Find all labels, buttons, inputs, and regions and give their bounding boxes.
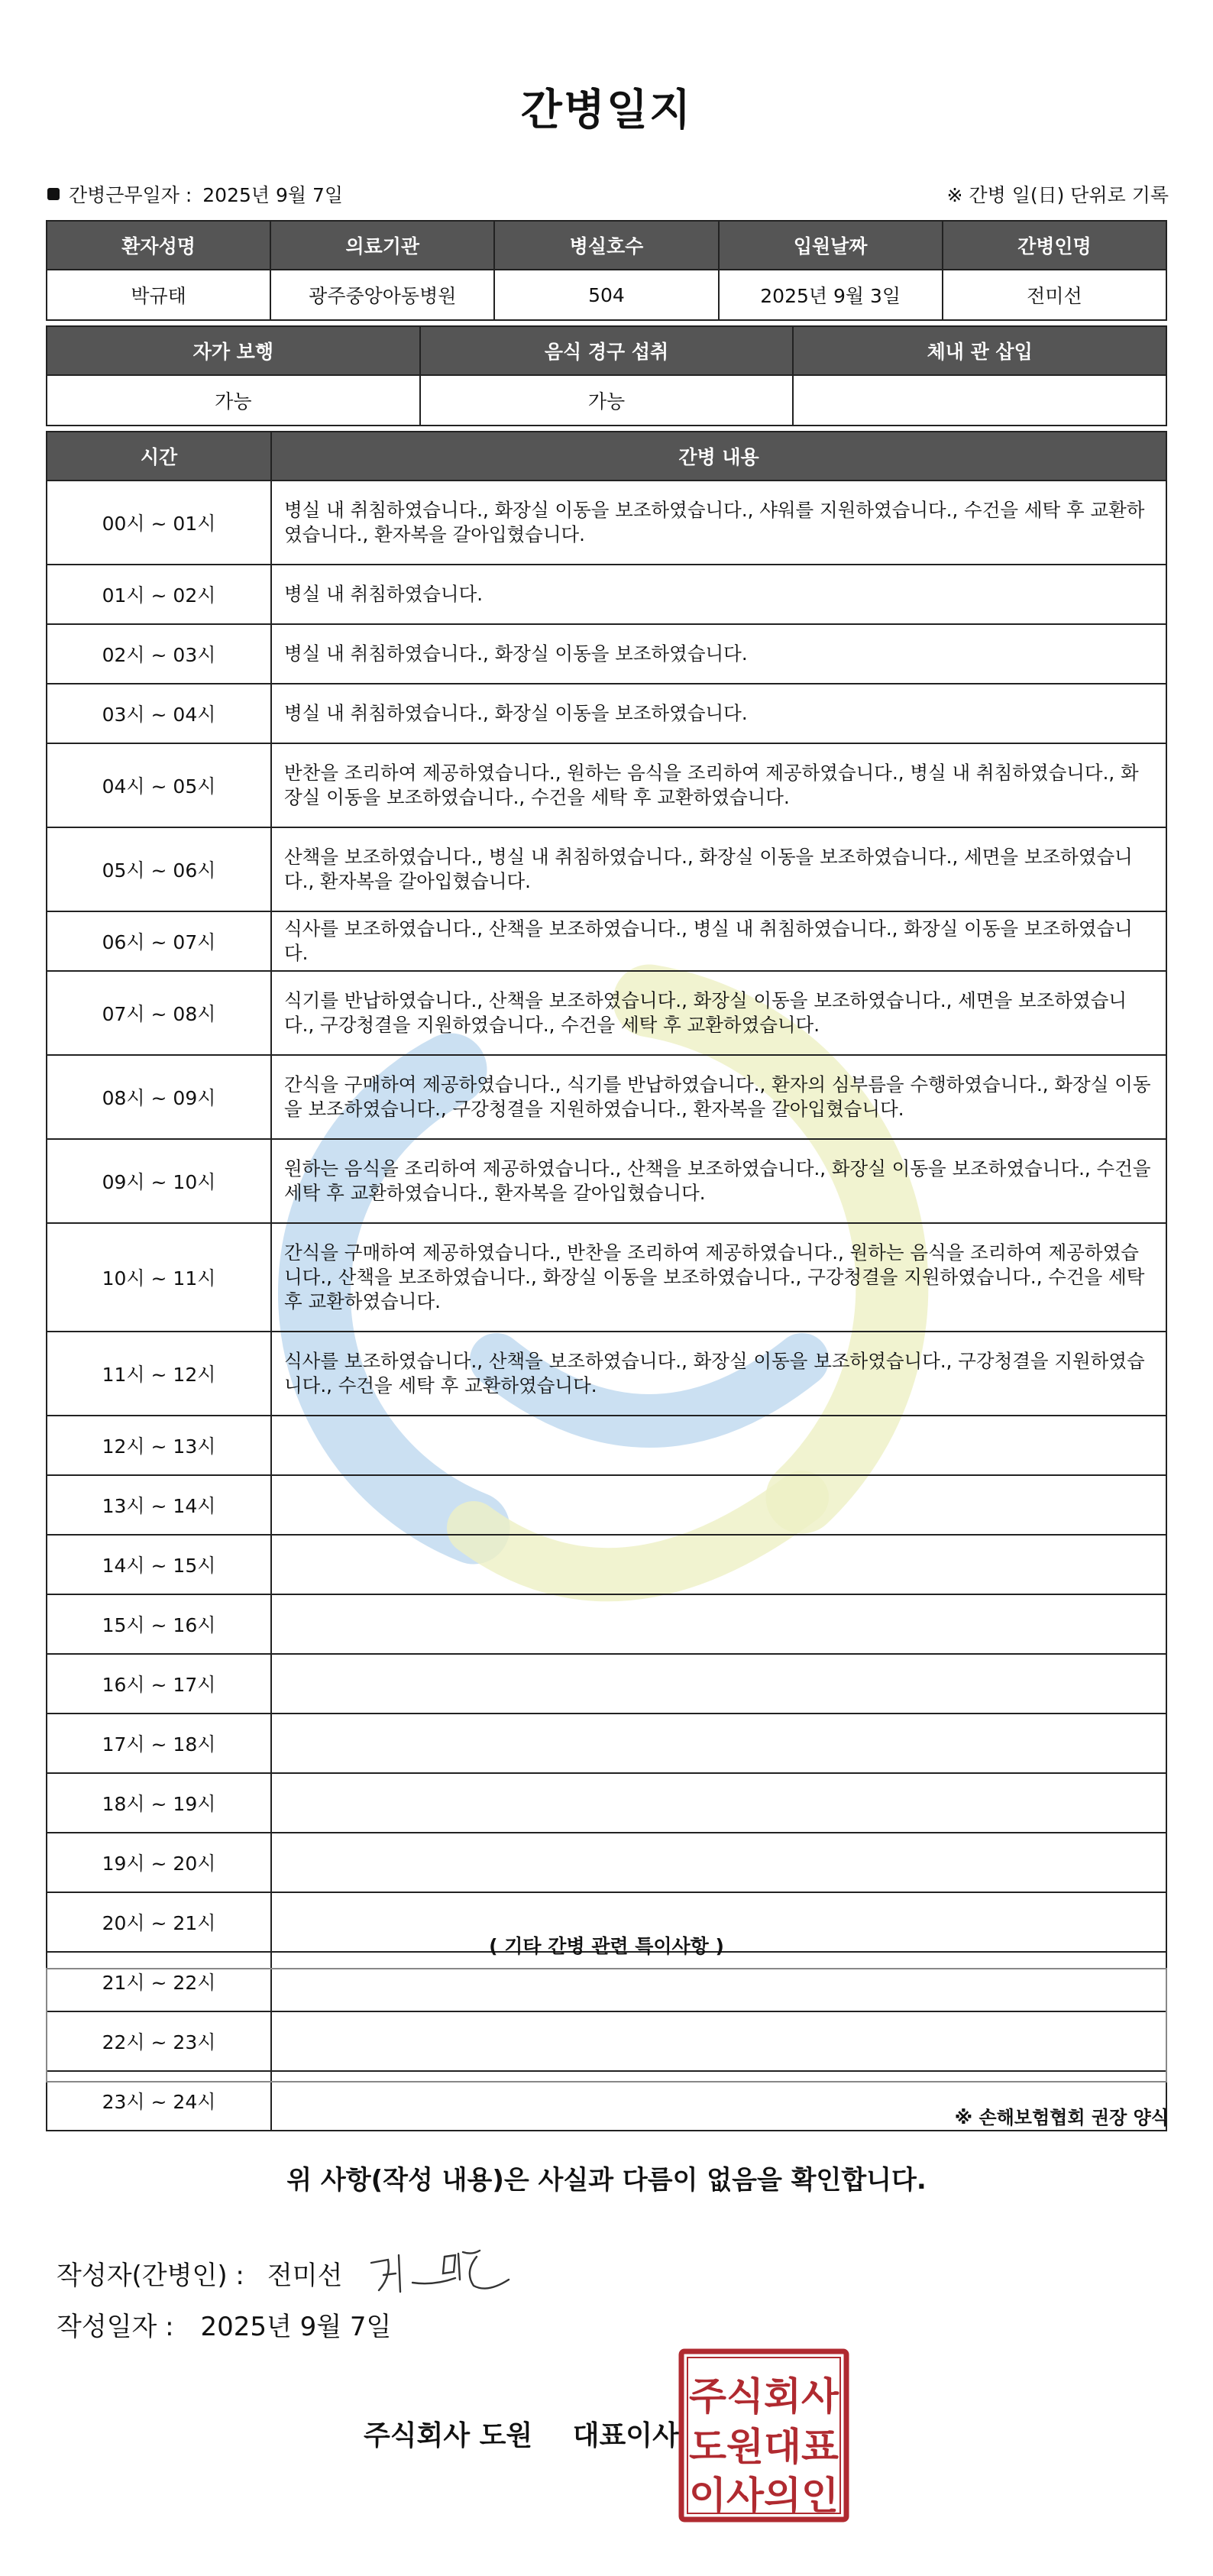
company-seal — [678, 2348, 849, 2523]
content-cell: 병실 내 취침하였습니다., 화장실 이동을 보조하였습니다. — [271, 684, 1166, 743]
time-cell: 07시 ~ 08시 — [47, 971, 271, 1055]
table-row — [47, 1654, 1166, 1714]
table-row — [47, 911, 1166, 971]
header-tube: 체내 관 삽입 — [793, 326, 1166, 375]
table-row — [47, 743, 1166, 827]
company-line — [364, 2414, 679, 2453]
table-row — [47, 481, 1166, 565]
time-cell: 09시 ~ 10시 — [47, 1139, 271, 1223]
write-date-label: 작성일자 : — [57, 2312, 174, 2342]
time-cell: 05시 ~ 06시 — [47, 827, 271, 911]
time-cell: 14시 ~ 15시 — [47, 1535, 271, 1594]
oral-intake-status: 가능 — [420, 375, 794, 426]
content-cell: 식사를 보조하였습니다., 산책을 보조하였습니다., 화장실 이동을 보조하였습니다., 구강청결을 지원하였습니다., 수건을 세탁 후 교환하였습니다. — [271, 1332, 1166, 1416]
patient-status-table — [46, 325, 1167, 426]
time-cell: 11시 ~ 12시 — [47, 1332, 271, 1416]
tube-status — [793, 375, 1166, 426]
content-cell: 산책을 보조하였습니다., 병실 내 취침하였습니다., 화장실 이동을 보조하였습니다., 세면을 보조하였습니다., 환자복을 갈아입혔습니다. — [271, 827, 1166, 911]
header-room: 병실호수 — [494, 221, 718, 270]
time-cell: 18시 ~ 19시 — [47, 1773, 271, 1833]
svg-text:주식회사: 주식회사 — [689, 2374, 839, 2419]
header-time: 시간 — [47, 432, 271, 481]
square-bullet-icon — [47, 188, 60, 200]
time-cell: 17시 ~ 18시 — [47, 1714, 271, 1773]
table-row — [47, 1594, 1166, 1654]
content-cell: 병실 내 취침하였습니다., 화장실 이동을 보조하였습니다. — [271, 624, 1166, 684]
header-admission-date: 입원날짜 — [719, 221, 943, 270]
table-row — [47, 1475, 1166, 1535]
content-cell — [271, 1535, 1166, 1594]
time-cell: 01시 ~ 02시 — [47, 565, 271, 624]
content-cell: 식사를 보조하였습니다., 산책을 보조하였습니다., 병실 내 취침하였습니다., 화장실 이동을 보조하였습니다. — [271, 911, 1166, 971]
time-cell: 06시 ~ 07시 — [47, 911, 271, 971]
content-cell — [271, 1773, 1166, 1833]
content-cell — [271, 1654, 1166, 1714]
time-cell: 13시 ~ 14시 — [47, 1475, 271, 1535]
table-row — [47, 827, 1166, 911]
content-cell: 간식을 구매하여 제공하였습니다., 반찬을 조리하여 제공하였습니다., 원하는 음식을 조리하여 제공하였습니다., 산책을 보조하였습니다., 화장실 이동을 보조하였습니다., 구강청결을 지원하였습니다., 수건을 세탁 후 교환하였습니다. — [271, 1223, 1166, 1332]
special-notes-title: ( 기타 간병 관련 특이사항 ) — [489, 1935, 724, 1957]
table-row — [47, 1773, 1166, 1833]
time-cell: 00시 ~ 01시 — [47, 481, 271, 565]
write-date-line — [57, 2306, 391, 2343]
time-cell: 19시 ~ 20시 — [47, 1833, 271, 1892]
document-title: 간병일지 — [520, 86, 693, 135]
content-cell: 병실 내 취침하였습니다. — [271, 565, 1166, 624]
svg-text:이사의인: 이사의인 — [689, 2474, 839, 2518]
time-cell: 20시 ~ 21시 — [47, 1892, 271, 1952]
handwritten-signature — [365, 2246, 518, 2299]
table-row — [47, 1055, 1166, 1139]
content-cell — [271, 1714, 1166, 1773]
time-cell: 02시 ~ 03시 — [47, 624, 271, 684]
header-patient-name: 환자성명 — [47, 221, 270, 270]
content-cell — [271, 1416, 1166, 1475]
special-notes-box — [46, 1968, 1167, 2082]
writer-line — [57, 2246, 518, 2299]
hospital-name: 광주중앙아동병원 — [270, 270, 494, 320]
work-date — [47, 180, 343, 208]
header-walking: 자가 보행 — [47, 326, 420, 375]
recommended-form-note: ※ 손해보험협회 권장 양식 — [954, 2107, 1169, 2128]
content-cell — [271, 1475, 1166, 1535]
table-row — [47, 1416, 1166, 1475]
patient-name: 박규태 — [47, 270, 270, 320]
table-row — [47, 624, 1166, 684]
content-cell: 병실 내 취침하였습니다., 화장실 이동을 보조하였습니다., 샤워를 지원하였습니다., 수건을 세탁 후 교환하였습니다., 환자복을 갈아입혔습니다. — [271, 481, 1166, 565]
walking-status: 가능 — [47, 375, 420, 426]
table-row — [47, 1223, 1166, 1332]
company-name: 주식회사 도원 — [364, 2420, 533, 2451]
table-row — [47, 1833, 1166, 1892]
header-caregiver: 간병인명 — [943, 221, 1166, 270]
svg-text:도원대표: 도원대표 — [689, 2425, 839, 2469]
content-cell — [271, 1594, 1166, 1654]
time-cell: 15시 ~ 16시 — [47, 1594, 271, 1654]
meta-row — [47, 180, 1169, 208]
time-cell: 12시 ~ 13시 — [47, 1416, 271, 1475]
table-row — [47, 1535, 1166, 1594]
table-row — [47, 684, 1166, 743]
time-cell: 04시 ~ 05시 — [47, 743, 271, 827]
confirmation-statement: 위 사항(작성 내용)은 사실과 다름이 없음을 확인합니다. — [286, 2165, 927, 2196]
table-row — [47, 1714, 1166, 1773]
patient-info-table — [46, 220, 1167, 321]
time-cell: 08시 ~ 09시 — [47, 1055, 271, 1139]
content-cell: 간식을 구매하여 제공하였습니다., 식기를 반납하였습니다., 환자의 심부름을 수행하였습니다., 화장실 이동을 보조하였습니다., 구강청결을 지원하였습니다., 환자복을 갈아입혔습니다. — [271, 1055, 1166, 1139]
content-cell: 반찬을 조리하여 제공하였습니다., 원하는 음식을 조리하여 제공하였습니다., 병실 내 취침하였습니다., 화장실 이동을 보조하였습니다., 수건을 세탁 후 교환하였습니다. — [271, 743, 1166, 827]
table-row — [47, 565, 1166, 624]
time-cell: 10시 ~ 11시 — [47, 1223, 271, 1332]
time-cell: 03시 ~ 04시 — [47, 684, 271, 743]
work-date-value: 2025년 9월 7일 — [202, 184, 344, 206]
header-oral-intake: 음식 경구 섭취 — [420, 326, 794, 375]
table-row — [47, 971, 1166, 1055]
time-cell: 23시 ~ 24시 — [47, 2071, 271, 2131]
header-care-content: 간병 내용 — [271, 432, 1166, 481]
table-row — [47, 1139, 1166, 1223]
time-cell: 21시 ~ 22시 — [47, 1952, 271, 2011]
table-row — [47, 1332, 1166, 1416]
care-log-table — [46, 431, 1167, 2131]
content-cell — [271, 1833, 1166, 1892]
unit-note: ※ 간병 일(日) 단위로 기록 — [946, 184, 1169, 206]
writer-label: 작성자(간병인) : — [57, 2260, 244, 2291]
header-hospital: 의료기관 — [270, 221, 494, 270]
writer-name: 전미선 — [267, 2260, 343, 2291]
room-number: 504 — [494, 270, 718, 320]
admission-date: 2025년 9월 3일 — [719, 270, 943, 320]
content-cell: 원하는 음식을 조리하여 제공하였습니다., 산책을 보조하였습니다., 화장실 이동을 보조하였습니다., 수건을 세탁 후 교환하였습니다., 환자복을 갈아입혔습니다. — [271, 1139, 1166, 1223]
content-cell: 식기를 반납하였습니다., 산책을 보조하였습니다., 화장실 이동을 보조하였습니다., 세면을 보조하였습니다., 구강청결을 지원하였습니다., 수건을 세탁 후 교환하였습니다. — [271, 971, 1166, 1055]
caregiver-name: 전미선 — [943, 270, 1166, 320]
time-cell: 22시 ~ 23시 — [47, 2011, 271, 2071]
ceo-title: 대표이사 — [572, 2420, 679, 2451]
write-date-value: 2025년 9월 7일 — [200, 2312, 392, 2342]
work-date-label: 간병근무일자 : — [69, 184, 192, 206]
time-cell: 16시 ~ 17시 — [47, 1654, 271, 1714]
